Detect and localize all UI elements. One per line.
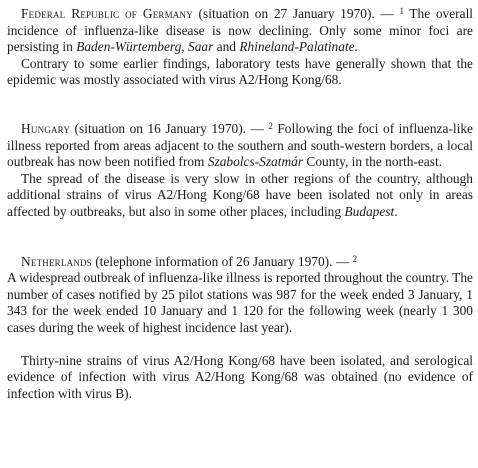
netherlands-paragraph-2: Thirty-nine strains of virus A2/Hong Kong/68 have been isolated, and serological evidence of infection with virus A2/Hong Kong/68 was obtained (no evidence of infection with virus B). [7, 352, 473, 401]
germany-text-and: and [213, 39, 240, 55]
germany-paragraph-1 [7, 6, 473, 56]
netherlands-footnote-marker: 2 [352, 253, 358, 264]
country-heading-germany: Federal Republic of Germany [21, 6, 193, 21]
hungary-footnote-marker: 2 [268, 120, 273, 131]
germany-footnote-marker: 1 [399, 6, 404, 16]
hungary-text: Following the foci of influenza-like illness reported from areas adjacent to the southern and south-western borders, a local outbreak has now been notified from [7, 120, 473, 170]
country-heading-hungary: Hungary [21, 120, 71, 136]
section-hungary [7, 121, 473, 221]
hungary-text-county: County, in the north-east. [303, 154, 443, 170]
germany-situation: (situation on 27 January 1970). — [192, 6, 400, 21]
germany-place-rhineland: Rhineland-Palatinate. [239, 39, 358, 55]
germany-text: The overall incidence of influenza-like disease is now declining. Only some minor foci are persisting in [7, 6, 474, 55]
section-germany [7, 6, 473, 89]
country-heading-netherlands: Netherlands [21, 253, 92, 269]
hungary-text-spread: The spread of the disease is very slow in other regions of the country, although additional strains of virus A2/Hong Kong/68 have been isolated not only in areas affected by outbreaks, but also in some other places, including [7, 170, 473, 219]
section-netherlands [7, 254, 473, 403]
hungary-place-szabolcs: Szabolcs-Szatmár [207, 154, 304, 170]
hungary-place-budapest: Budapest [344, 203, 395, 219]
hungary-text-end: . [394, 203, 398, 219]
germany-paragraph-2: Contrary to some earlier findings, laboratory tests have generally shown that the epidemic was mostly associated with virus A2/Hong Kong/68. [7, 55, 473, 88]
netherlands-heading-line [7, 254, 473, 271]
netherlands-paragraph-1: A widespread outbreak of influenza-like illness is reported throughout the country. The number of cases notified by 25 pilot stations was 987 for the week ended 3 January, 1 343 for the week ended 10 January and 1 120 for the following week (nearly 1 300 cases during the week of highest incidence last year). [7, 270, 473, 335]
netherlands-situation: (telephone information of 26 January 1970). — [91, 253, 353, 269]
hungary-paragraph-1 [7, 121, 473, 171]
hungary-paragraph-2 [7, 171, 473, 221]
hungary-situation: (situation on 16 January 1970). — [70, 120, 269, 136]
document-page [7, 6, 473, 402]
germany-place-baden-saar: Baden-Würtemberg, Saar [76, 39, 214, 55]
